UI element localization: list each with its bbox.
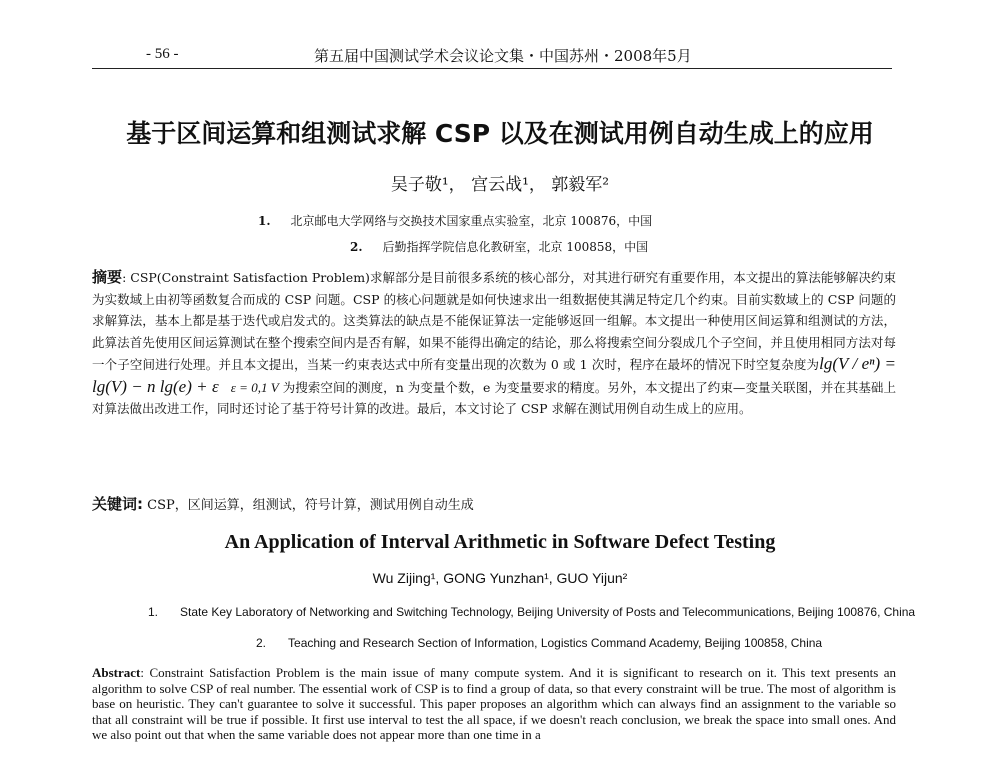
author-list-english: Wu Zijing¹, GONG Yunzhan¹, GUO Yijun² — [372, 570, 628, 586]
affiliation-number: 1. — [258, 214, 271, 228]
formula-note: ε = 0,1 V — [230, 379, 279, 395]
abstract-text-part1: : CSP(Constraint Satisfaction Problem)求解部分是目前很多系统的核心部分，对其进行研究有重要作用，本文提出的算法能够解决约束为实数域上由初等函数复合而成的 CSP 问题。CSP 的核心问题就是如何快速求出一组数据使其满足特定几个约束。目前实数域上的 CSP 问题的求解算法，基本上都是基于迭代或启发式的。这类算法的缺点是不能保证算法一定能够返回一组解。本文提出一种使用区间运算和组测试的方法，此算法首先使用区间运算测试在整个搜索空间内是否有解，如果不能得出确定的结论，那么将搜索空间分裂成几个子空间，并且使用相同方法对每一个子空间进行处理。并且本文提出，当某一约束表达式中所有变量出现的次数为 0 或 1 次时，程序在最坏的情况下时空复杂度为 — [92, 270, 896, 372]
abstract-chinese — [92, 267, 896, 420]
paper-title: 基于区间运算和组测试求解 CSP 以及在测试用例自动生成上的应用 — [126, 119, 874, 148]
page-number: - 56 - — [146, 46, 179, 62]
affiliation-number: 2. — [350, 240, 363, 254]
affiliation-1 — [258, 212, 652, 229]
affiliation-text: State Key Laboratory of Networking and Switching Technology, Beijing University of Posts and Telecommunications, Beijing 100876, China — [180, 605, 916, 619]
affiliation-2 — [350, 238, 648, 255]
keywords-text: CSP，区间运算，组测试，符号计算，测试用例自动生成 — [147, 498, 474, 513]
affiliation-text: 后勤指挥学院信息化教研室，北京 100858，中国 — [382, 240, 649, 254]
conference-title: 第五届中国测试学术会议论文集・中国苏州・2008年5月 — [314, 47, 692, 65]
author-list: 吴子敬¹， 宫云战¹， 郭毅军² — [390, 175, 610, 195]
keywords-chinese — [92, 493, 474, 514]
keywords-label: 关键词: — [92, 495, 143, 513]
abstract-english — [92, 665, 896, 743]
affiliation-text: Teaching and Research Section of Information, Logistics Command Academy, Beijing 100858, China — [288, 636, 823, 650]
affiliation-english-1 — [148, 605, 915, 619]
abstract-text-part2: 为搜索空间的测度，n 为变量个数，e 为变量要求的精度。另外，本文提出了约束—变量关联图，并在其基础上对算法做出改进工作，同时还讨论了基于符号计算的改进。最后，本文讨论了 CSP 求解在测试用例自动生成上的应用。 — [92, 379, 896, 416]
affiliation-number: 1. — [148, 605, 159, 619]
affiliation-number: 2. — [256, 636, 267, 650]
abstract-label-english: Abstract — [92, 665, 141, 680]
paper-title-english: An Application of Interval Arithmetic in Software Defect Testing — [224, 531, 776, 553]
abstract-label: 摘要 — [92, 268, 123, 286]
affiliation-english-2 — [256, 636, 822, 650]
abstract-text-english: : Constraint Satisfaction Problem is the main issue of many compute system. And it is significant to research on it. This text presents an algorithm to solve CSP of real number. The essential work of CSP is to find a group of data, so that every constraint will be true. The most of algorithm is base on heuristic. They can't guarantee to solve it successful. This paper proposes an algorithm which can always find an assignment to the variable so that all constraint will be true if possible. It first use interval to test the all space, if we doesn't reach conclusion, we break the space into small ones. And we also point out that when the same variable does not appear more than one time in a — [92, 665, 896, 742]
affiliation-text: 北京邮电大学网络与交换技术国家重点实验室，北京 100876，中国 — [290, 214, 653, 228]
running-header — [92, 40, 892, 69]
complexity-formula: lg(V / eⁿ) = lg(V) − n lg(e) + ε — [92, 354, 896, 396]
